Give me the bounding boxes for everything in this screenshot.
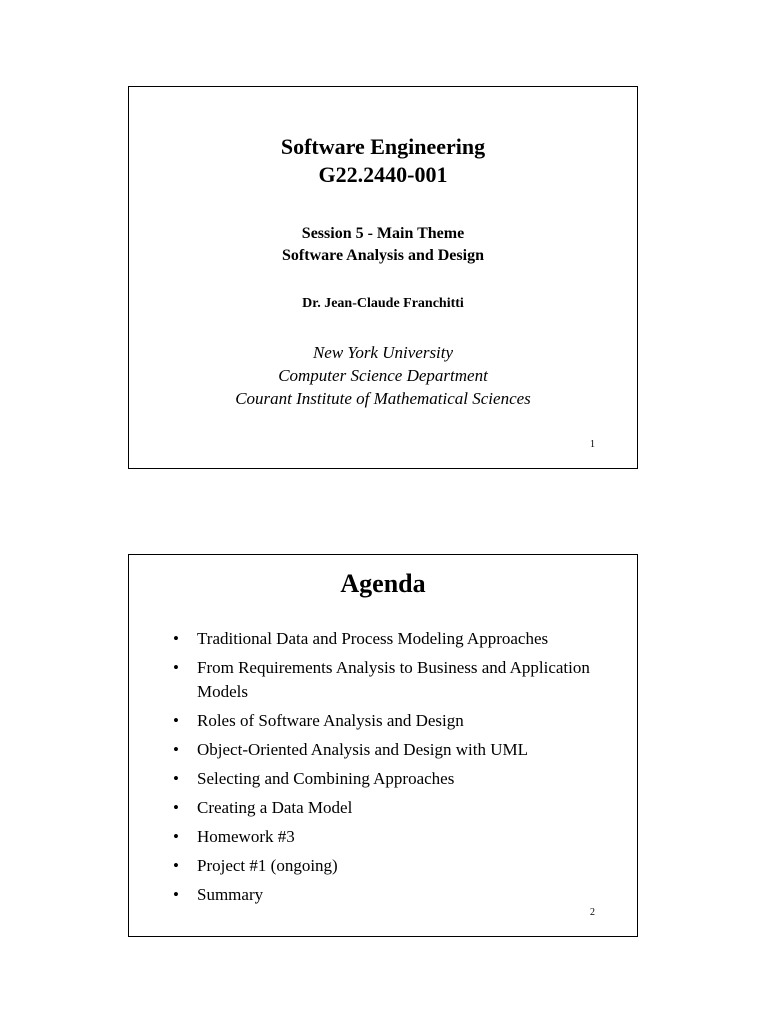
list-item [173, 767, 603, 791]
course-code: G22.2440-001 [318, 162, 448, 187]
bullet-icon: • [173, 827, 179, 846]
title-slide [128, 86, 638, 469]
list-item [173, 656, 603, 704]
list-item-text: Homework #3 [197, 827, 295, 846]
agenda-slide [128, 554, 638, 937]
bullet-icon: • [173, 856, 179, 875]
bullet-icon: • [173, 711, 179, 730]
bullet-icon: • [173, 769, 179, 788]
list-item [173, 825, 603, 849]
list-item-text: Summary [197, 885, 264, 904]
list-item-text: Object-Oriented Analysis and Design with UML [197, 740, 528, 759]
list-item-text: Traditional Data and Process Modeling Approaches [197, 629, 549, 648]
affiliation [129, 341, 637, 410]
agenda-list [173, 627, 603, 912]
bullet-icon: • [173, 740, 179, 759]
page-number: 1 [590, 439, 595, 450]
list-item [173, 883, 603, 907]
list-item [173, 854, 603, 878]
institute: Courant Institute of Mathematical Sciences [235, 389, 531, 408]
course-name: Software Engineering [280, 134, 486, 159]
bullet-icon: • [173, 798, 179, 817]
bullet-icon: • [173, 658, 179, 677]
list-item [173, 709, 603, 733]
list-item [173, 738, 603, 762]
list-item [173, 796, 603, 820]
list-item-text: Creating a Data Model [197, 798, 353, 817]
university: New York University [312, 343, 454, 362]
list-item-text: Roles of Software Analysis and Design [197, 711, 464, 730]
session-theme: Software Analysis and Design [282, 247, 484, 264]
author-name: Dr. Jean-Claude Franchitti [302, 296, 464, 311]
list-item-text: Selecting and Combining Approaches [197, 769, 455, 788]
list-item-text: From Requirements Analysis to Business and Application Models [197, 658, 590, 701]
bullet-icon: • [173, 629, 179, 648]
page-number: 2 [590, 907, 595, 918]
slide-title: Agenda [340, 569, 426, 598]
session-number: Session 5 - Main Theme [301, 225, 465, 242]
bullet-icon: • [173, 885, 179, 904]
department: Computer Science Department [278, 366, 488, 385]
list-item [173, 627, 603, 651]
list-item-text: Project #1 (ongoing) [197, 856, 338, 875]
session-subtitle [129, 223, 637, 267]
slide-title [129, 133, 637, 189]
